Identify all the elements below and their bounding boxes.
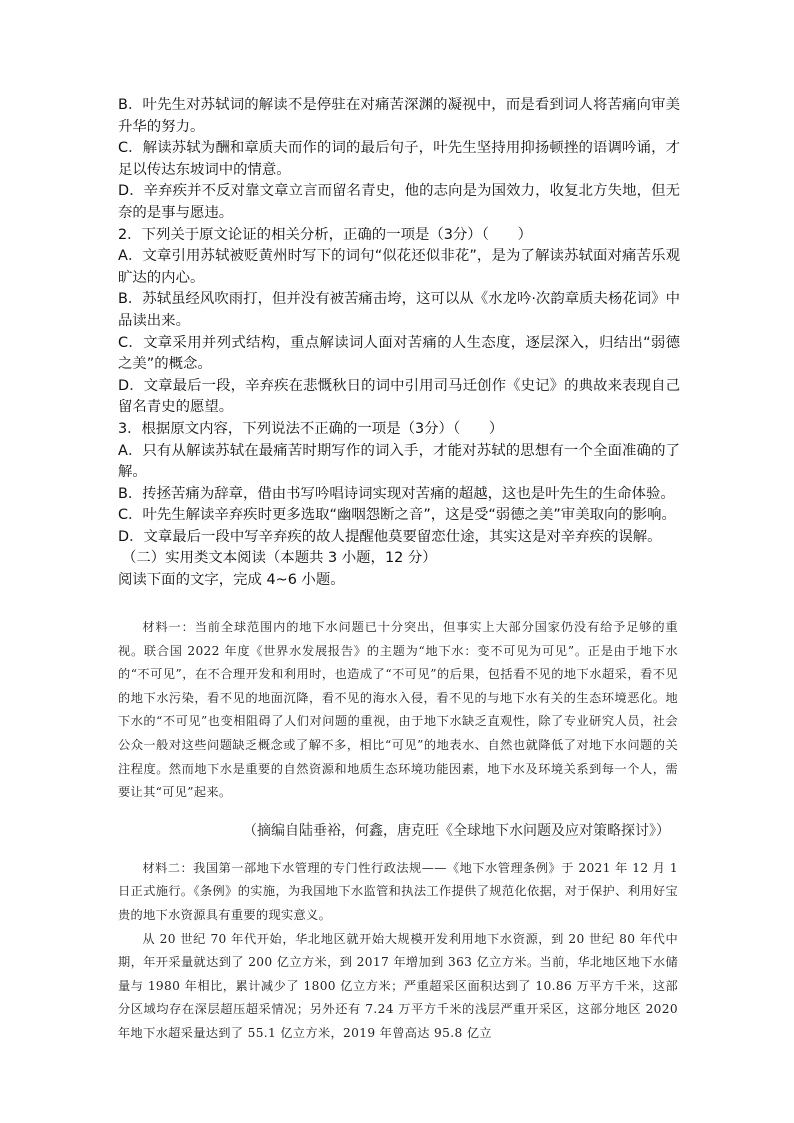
material-one-text: 材料一：当前全球范围内的地下水问题已十分突出，但事实上大部分国家仍没有给予足够的重视。联合国 2022 年度《世界水发展报告》的主题为“地下水：变不可见为可见”。正是由于地下水的“不可见”，在不合理开发和利用时，也造成了“不可见”的后果，包括看不见的地下水超采，看不见的地下水污染，看不见的地面沉降，看不见的海水入侵，看不见的与地下水有关的生态环境恶化。地下水的“不可见”也变相阻碍了人们对问题的重视，由于地下水缺乏直观性，除了专业研究人员，社会公众一般对这些问题缺乏概念或了解不多，相比“可见”的地表水、自然也就降低了对地下水问题的关注程度。然而地下水是重要的自然资源和地质生态环境功能因素，地下水及环境关系到每一个人，需要让其“可见”起来。 — [118, 620, 678, 800]
q3-option-b[interactable]: B．抟拯苦痛为辞章，借由书写吟唱诗词实现对苦痛的超越，这也是叶先生的生命体验。 — [118, 485, 675, 502]
q3-option-c[interactable]: C．叶先生解读辛弃疾时更多选取“幽咽怨断之音”，这是受“弱德之美”审美取向的影响。 — [118, 507, 676, 524]
q2-stem: 2．下列关于原文论证的相关分析，正确的一项是（3分）（ ） — [118, 226, 533, 243]
q2-option-d[interactable]: D．文章最后一段，辛弃疾在悲慨秋日的词中引用司马迁创作《史记》的典故来表现自己留名青史的愿望。 — [118, 377, 680, 416]
q3-stem: 3．根据原文内容，下列说法不正确的一项是（3分）（ ） — [118, 420, 504, 437]
q2-option-a[interactable]: A．文章引用苏轼被贬黄州时写下的词句“似花还似非花”，是为了解读苏轼面对痛苦乐观旷达的内心。 — [118, 248, 680, 286]
q1-option-c[interactable]: C．解读苏轼为酬和章质夫而作的词的最后句子，叶先生坚持用抑扬顿挫的语调吟诵，才足以传达东坡词中的情意。 — [118, 140, 680, 178]
q1-option-b[interactable]: B．叶先生对苏轼词的解读不是停驻在对痛苦深渊的凝视中，而是看到词人将苦痛向审美升华的努力。 — [118, 97, 680, 135]
q2-option-c[interactable]: C．文章采用并列式结构，重点解读词人面对苦痛的人生态度，逐层深入，归结出“弱德之美”的概念。 — [118, 334, 680, 373]
question-section — [118, 95, 680, 592]
q3-option-d[interactable]: D．文章最后一段中写辛弃疾的故人提醒他莫要留恋仕途，其实这是对辛弃疾的误解。 — [118, 528, 662, 545]
reading-material — [118, 616, 678, 1046]
q1-option-d[interactable]: D．辛弃疾并不反对靠文章立言而留名青史，他的志向是为国效力，收复北方失地，但无奈的是事与愿违。 — [118, 183, 680, 221]
q3-option-a[interactable]: A．只有从解读苏轼在最痛苦时期写作的词入手，才能对苏轼的思想有一个全面准确的了解。 — [118, 442, 680, 481]
section-instruction: 阅读下面的文字，完成 4~6 小题。 — [118, 572, 345, 589]
section-heading: （二）实用类文本阅读（本题共 3 小题，12 分） — [122, 550, 437, 567]
q2-option-b[interactable]: B．苏轼虽经风吹雨打，但并没有被苦痛击垮，这可以从《水龙吟·次韵章质夫杨花词》中品读出来。 — [118, 291, 680, 329]
material-two-paragraph-2: 从 20 世纪 70 年代开始，华北地区就开始大规模开发利用地下水资源，到 20 世纪 80 年代中期，年开采量就达到了 200 亿立方米，到 2017 年增加到 363 亿立方米。当前，华北地区地下水储量与 1980 年相比，累计减少了 1800 亿立方米；严重超采区面积达到了 10.86 万平方千米，这部分区域均存在深层超压超采情况；另外还有 7.24 万平方千米的浅层严重开采区，这部分地区 2020 年地下水超采量达到了 55.1 亿立方米，2019 年曾高达 95.8 亿立 — [118, 931, 678, 1040]
material-one-source: （摘编自陆垂裕，何鑫，唐克旺《全球地下水问题及应对策略探讨》） — [243, 822, 670, 839]
material-two-paragraph-1: 材料二：我国第一部地下水管理的专门性行政法规——《地下水管理条例》于 2021 年 12 月 1 日正式施行。《条例》的实施，为我国地下水监管和执法工作提供了规范化依据，对于保护、利用好宝贵的地下水资源具有重要的现实意义。 — [118, 860, 678, 922]
